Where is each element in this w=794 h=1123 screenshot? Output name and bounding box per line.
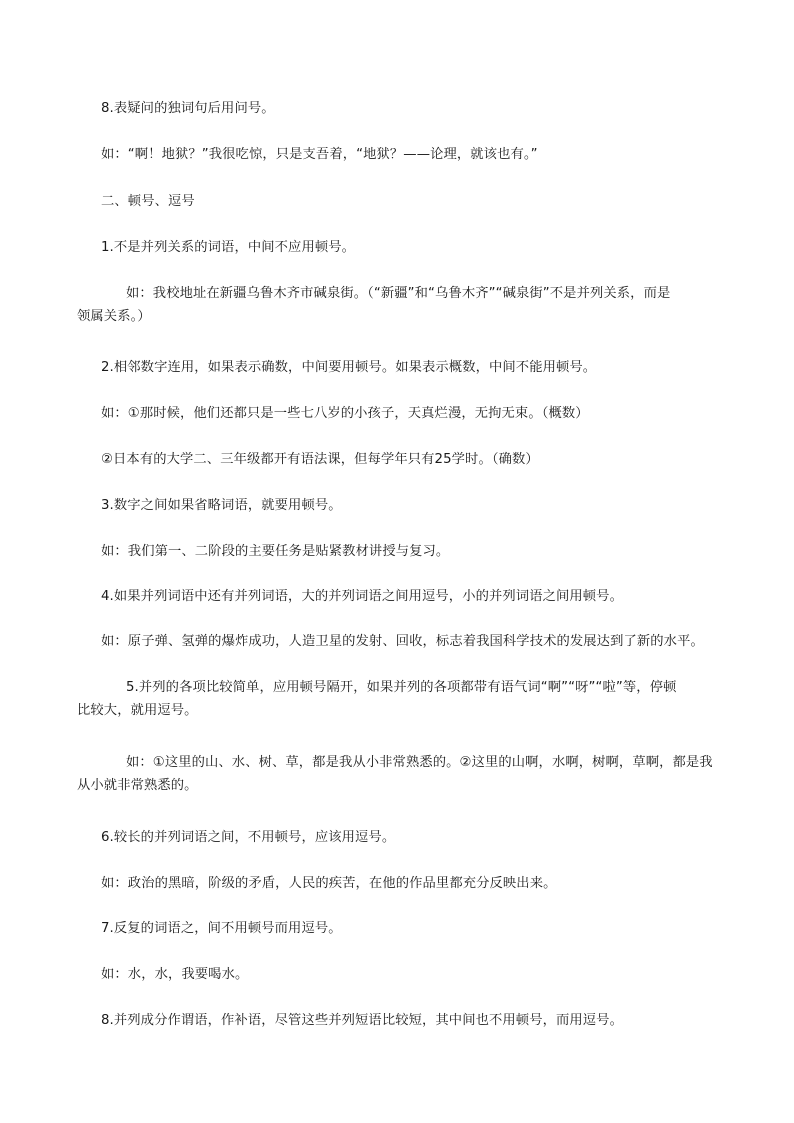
example-atomic-bomb: 如：原子弹、氢弹的爆炸成功，人造卫星的发射、回收，标志着我国科学技术的发展达到了新的水平。 [101,634,704,649]
rule-4-nested-parallel: 4.如果并列词语中还有并列词语，大的并列词语之间用逗号，小的并列词语之间用顿号。 [101,589,623,604]
example-exact-number: ②日本有的大学二、三年级都开有语法课，但每学年只有25学时。（确数） [101,452,539,467]
example-mountains-line-2: 从小就非常熟悉的。 [77,778,198,793]
example-mountains-water [77,751,721,797]
example-address-line-1: 如：我校地址在新疆乌鲁木齐市碱泉街。（“新疆”和“乌鲁木齐”“碱泉街”不是并列关系，而是 [126,286,671,301]
rule-5-line-1: 5.并列的各项比较简单，应用顿号隔开，如果并列的各项都带有语气词“啊”“呀”“啦”等，停顿 [126,680,677,695]
rule-3-omitted-words: 3.数字之间如果省略词语，就要用顿号。 [101,498,342,513]
rule-7-repeated-words: 7.反复的词语之，间不用顿号而用逗号。 [101,921,342,936]
example-address-line-2: 领属关系。） [77,309,151,324]
rule-6-long-parallel: 6.较长的并列词语之间，不用顿号，应该用逗号。 [101,830,396,845]
rule-5-simple-items [77,676,721,722]
rule-8-question-mark: 8.表疑问的独词句后用问号。 [101,101,275,116]
section-heading-dunhao-douhao: 二、顿号、逗号 [101,194,195,209]
rule-8-predicate-complement: 8.并列成分作谓语，作补语，尽管这些并列短语比较短，其中间也不用顿号，而用逗号。 [101,1013,623,1028]
rule-1-non-parallel: 1.不是并列关系的词语，中间不应用顿号。 [101,240,356,255]
example-stages: 如：我们第一、二阶段的主要任务是贴紧教材讲授与复习。 [101,544,450,559]
example-water: 如：水，水，我要喝水。 [101,967,249,982]
example-approximate-number: 如：①那时候，他们还都只是一些七八岁的小孩子，天真烂漫，无拘无束。（概数） [101,406,589,421]
example-mountains-line-1: 如：①这里的山、水、树、草，都是我从小非常熟悉的。②这里的山啊，水啊，树啊，草啊，都是我 [126,755,713,770]
example-question-mark: 如：“啊！地狱？”我很吃惊，只是支吾着，“地狱？——论理，就该也有。” [101,147,538,162]
example-address [77,282,721,328]
rule-2-adjacent-numbers: 2.相邻数字连用，如果表示确数，中间要用顿号。如果表示概数，中间不能用顿号。 [101,360,597,375]
example-politics: 如：政治的黑暗，阶级的矛盾，人民的疾苦，在他的作品里都充分反映出来。 [101,876,557,891]
rule-5-line-2: 比较大，就用逗号。 [77,703,198,718]
